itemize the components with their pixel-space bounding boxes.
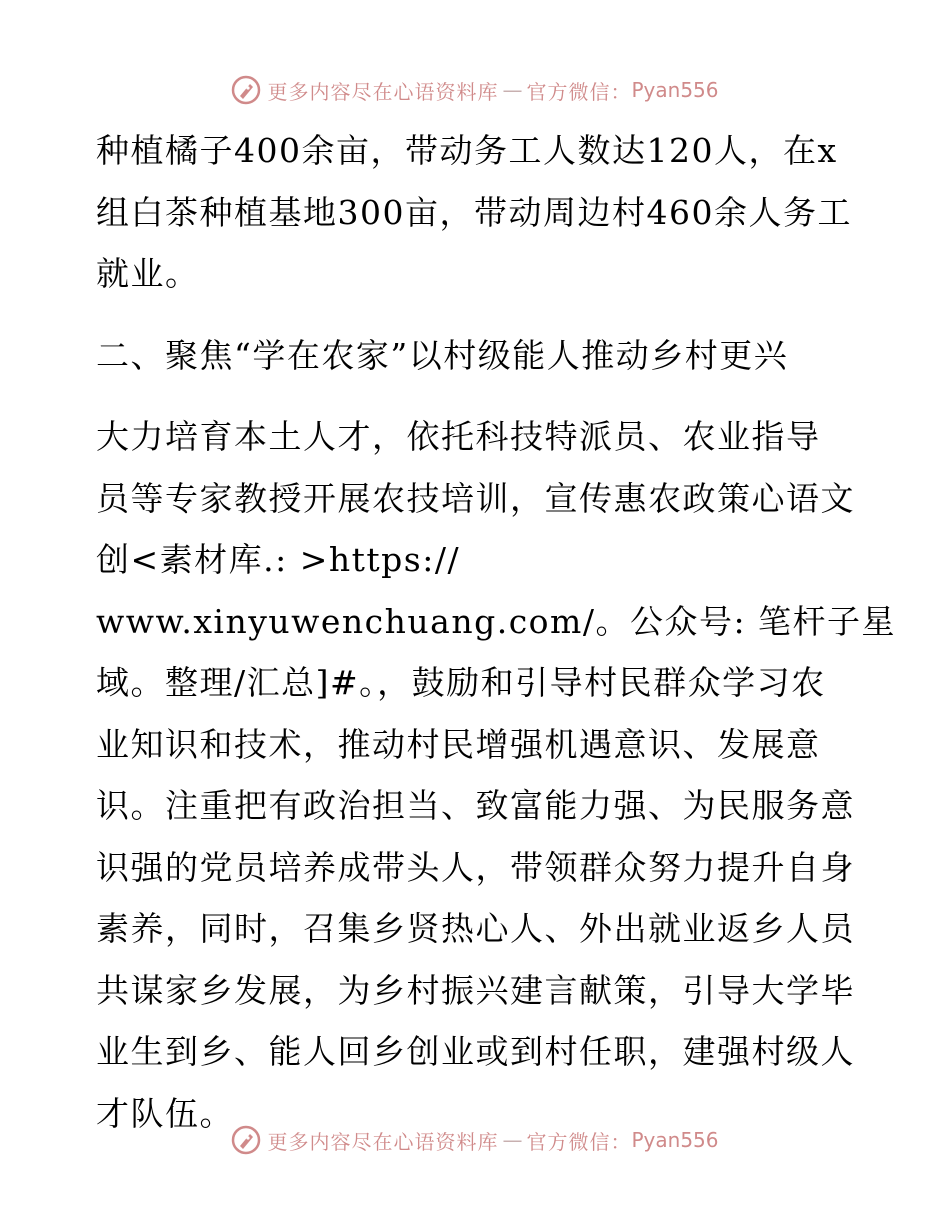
header-watermark [0, 70, 950, 110]
fountain-pen-logo-icon [231, 1125, 261, 1155]
paragraph-2-line: 共谋家乡发展，为乡村振兴建言献策，引导大学毕 [96, 970, 855, 1010]
document-body [96, 120, 897, 1144]
paragraph-2-line: 素养，同时，召集乡贤热心人、外出就业返乡人员 [96, 909, 855, 948]
paragraph-2-line: 业知识和技术，推动村民增强机遇意识、发展意 [96, 724, 821, 764]
paragraph-2-line: 创<素材库.: >https:// [96, 540, 461, 579]
fountain-pen-logo-icon [231, 75, 261, 105]
section-heading: 二、聚焦“学在农家”以村级能人推动乡村更兴 [96, 335, 789, 375]
watermark-site-text: 更多内容尽在心语资料库 [267, 1129, 499, 1154]
watermark-separator: — [502, 78, 523, 102]
paragraph-2-line: 识强的党员培养成带头人，带领群众努力提升自身 [96, 847, 855, 887]
paragraph-2 [96, 406, 897, 1144]
paragraph-1 [96, 120, 856, 305]
paragraph-1-line: 就业。 [96, 254, 200, 293]
footer-watermark [0, 1120, 950, 1160]
paragraph-2-line: 业生到乡、能人回乡创业或到村任职，建强村级人 [96, 1032, 855, 1071]
paragraph-2-line: 域。整理/汇总]#。，鼓励和引导村民群众学习农 [96, 663, 826, 702]
watermark-site-text: 更多内容尽在心语资料库 [267, 79, 499, 104]
watermark-account: Pyan556 [631, 78, 719, 102]
watermark-account: Pyan556 [631, 1128, 719, 1152]
paragraph-2-line: www.xinyuwenchuang.com/。公众号: 笔杆子星 [96, 601, 897, 641]
paragraph-2-line: 大力培育本土人才，依托科技特派员、农业指导 [96, 417, 821, 456]
paragraph-2-line: 才队伍。 [96, 1093, 234, 1133]
watermark-official-label: 官方微信： [526, 79, 632, 104]
paragraph-1-line: 种植橘子400余亩，带动务工人数达120人，在x [96, 131, 838, 170]
paragraph-2-line: 识。注重把有政治担当、致富能力强、为民服务意 [96, 786, 855, 825]
watermark-separator: — [502, 1128, 523, 1152]
watermark-official-label: 官方微信： [526, 1129, 632, 1154]
paragraph-2-line: 员等专家教授开展农技培训，宣传惠农政策心语文 [96, 478, 855, 518]
paragraph-1-line: 组白茶种植基地300亩，带动周边村460余人务工 [96, 192, 852, 232]
